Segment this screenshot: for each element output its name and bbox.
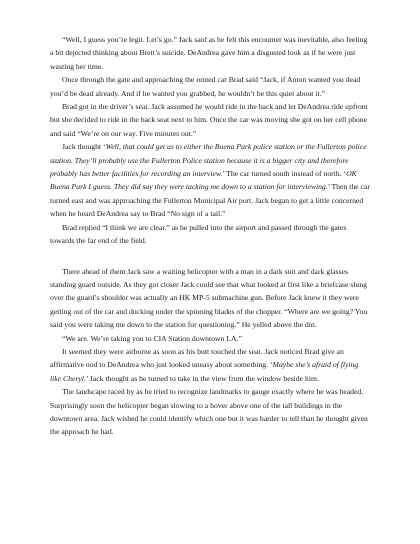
paragraph: “We are. We’re taking you to CIA Station downtown LA.” (62, 333, 242, 343)
paragraph (50, 345, 370, 385)
paragraph: Once through the gate and approaching the rented car Brad said “Jack, if Anton wanted you dead you’d be dead already. And if he wanted you grabbed, he wouldn’t be this quiet about it.” (50, 75, 361, 98)
text-run: ’ Jack thought as he turned to take in the view from the window beside him. (85, 373, 319, 383)
italic-thought: Well, that could get us to either the Buena Park police station or the Fullerton police station. They’ll probably use the Fullerton Police station because it is a bigger city and therefore probably has better facilities for recording an interview. (50, 142, 367, 179)
paragraph: Brad got in the driver’s seat. Jack assumed he would ride in the back and let DeAndrea ride upfront but she decided to ride in the back seat next to him. Once the car was moving she got on her cell phone and said “We’re on our way. Five minutes out.” (50, 102, 368, 138)
text-run: Jack thought ‘ (62, 142, 106, 152)
paragraph: “Well, I guess you’re legit. Let’s go.” Jack said as he felt this encounter was inevitable, also feeling a bit dejected thinking about Brett’s suicide. DeAndrea gave him a disgusted look as if he were just wasting her time. (50, 35, 368, 71)
text-run: ’ Then the car turned east and was approaching the Fullerton Municipal Air port. Jack began to get a little concerned when he heard DeAndrea say to Brad “No sign of a tail.” (50, 182, 370, 219)
text-run: ’ The car turned south instead of north. ‘ (222, 169, 347, 179)
paragraph: The landscape raced by as he tried to recognize landmarks to gauge exactly where he was headed. Surprisingly soon the helicopter began slowing to a hover above one of the tall buildings in the downtown area. Jack wished he could identify which one but it was harder to tell than he thought given the approach he had. (50, 387, 368, 437)
text-run: It seemed they were airborne as soon as his butt touched the seat. Jack noticed Brad give an affirmative nod to DeAndrea who just looked uneasy about something. ‘ (50, 346, 344, 370)
paragraph (50, 140, 370, 220)
paragraph: There ahead of them Jack saw a waiting helicopter with a man in a dark suit and dark glasses standing guard outside. As they got closer Jack could see that what looked at first like a briefcase slung over the guard’s shoulder was actually an HK MP-5 submachine gun. Before Jack knew it they were getting out of the car and ducking under the spinning blades of the chopper. “Where are we going? You said you were taking me down to the station for questioning.” He yelled above the din. (50, 266, 368, 330)
section-break (50, 248, 370, 265)
italic-thought: Maybe she’s afraid of flying like Cheryl. (50, 360, 359, 383)
paragraph: Brad replied “I think we are clear.” as he pulled into the airport and passed through the gates towards the far end of the field. (50, 222, 347, 246)
italic-thought: OK Buena Park I guess. They did say they were tacking me down to a station for interviewing. (50, 169, 357, 192)
